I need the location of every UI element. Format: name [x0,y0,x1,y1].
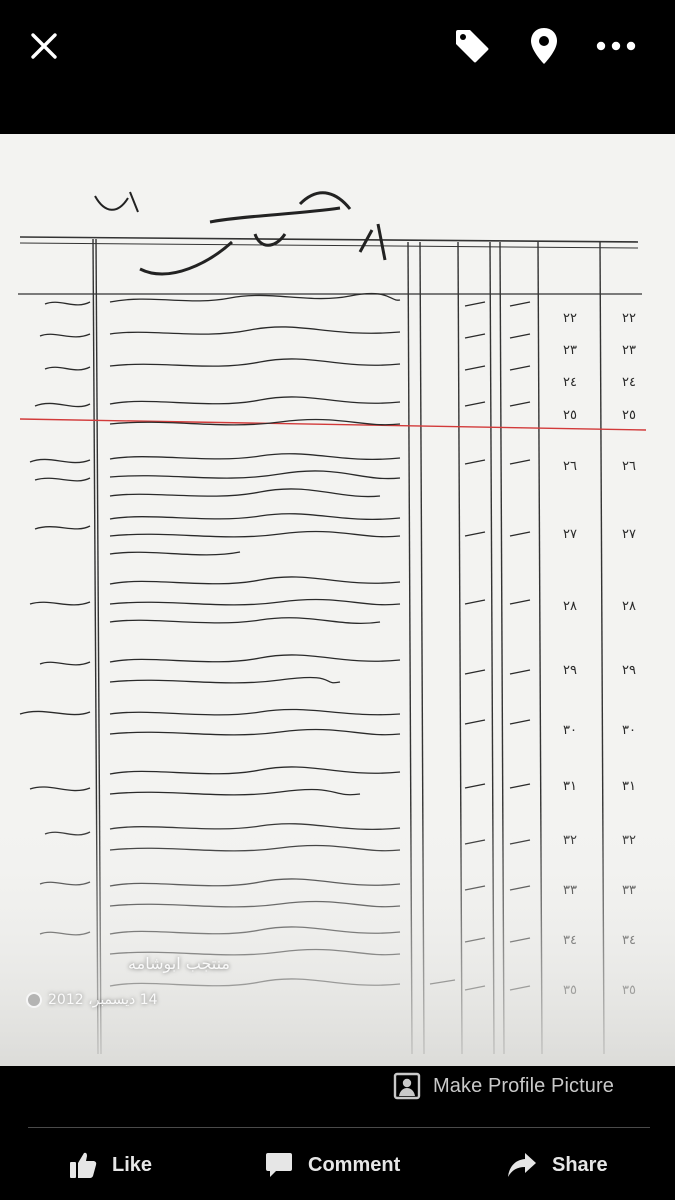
watermark-date-text: 14 ديسمبر، 2012 [48,992,158,1008]
more-dots-icon[interactable] [592,22,640,70]
like-button[interactable] [68,1140,152,1190]
location-pin-icon[interactable] [520,22,568,70]
thumbs-up-icon [68,1150,98,1180]
action-bar [0,1140,675,1190]
scanned-ledger-document [0,134,675,1066]
share-arrow-icon [506,1150,538,1180]
photo-watermark-date [26,992,158,1008]
make-profile-picture-button[interactable] [393,1068,614,1104]
make-profile-picture-label: Make Profile Picture [433,1074,614,1097]
comment-bubble-icon [264,1150,294,1180]
photo-image[interactable] [0,134,675,1066]
share-label: Share [552,1153,608,1176]
photo-watermark-text: منتجب ابوشامه [128,954,230,973]
tag-icon[interactable] [448,22,496,70]
profile-picture-icon [393,1072,421,1100]
clock-icon [26,992,42,1008]
comment-button[interactable] [264,1140,400,1190]
close-icon[interactable] [20,22,68,70]
share-button[interactable] [506,1140,608,1190]
actions-divider [28,1127,650,1128]
like-label: Like [112,1153,153,1176]
photo-viewer-topbar [0,0,675,132]
comment-label: Comment [308,1153,401,1176]
